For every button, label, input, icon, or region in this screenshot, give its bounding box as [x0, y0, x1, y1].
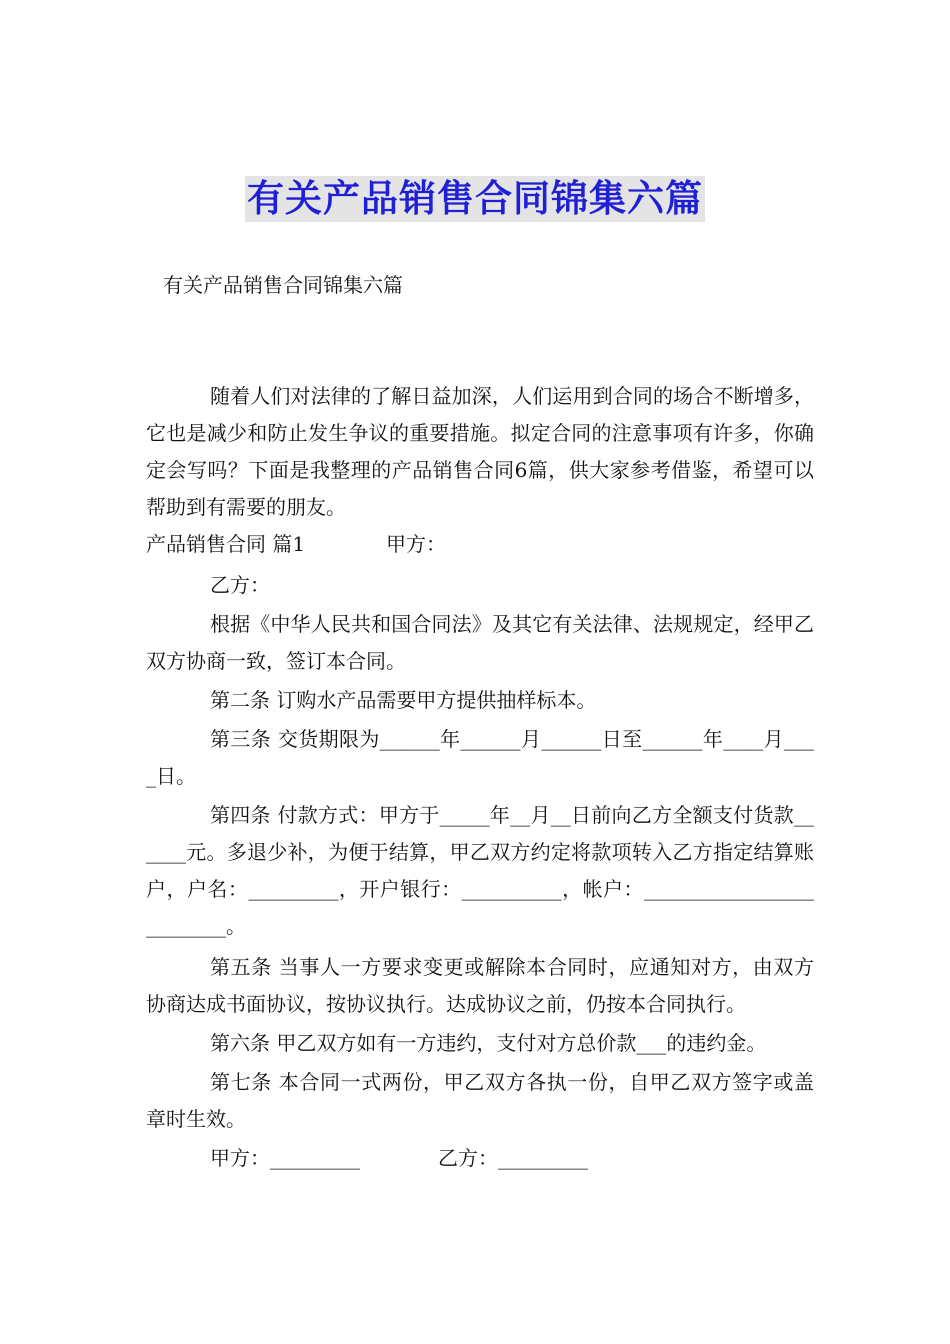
signature-party-b: 乙方：_________: [438, 1146, 588, 1170]
clause-2: 第二条 订购水产品需要甲方提供抽样标本。: [210, 688, 597, 712]
clause-3: 第三条 交货期限为______年______月______日至______年____月____日。: [146, 727, 814, 788]
clause-7: 第七条 本合同一式两份，甲乙双方各执一份，自甲乙双方签字或盖章时生效。: [146, 1070, 814, 1131]
section-heading-line: [146, 526, 814, 563]
clause-preamble: 根据《中华人民共和国合同法》及其它有关法律、法规规定，经甲乙双方协商一致，签订本合同。: [146, 612, 814, 673]
clause-5: 第五条 当事人一方要求变更或解除本合同时，应通知对方，由双方协商达成书面协议，按协议执行。达成协议之前，仍按本合同执行。: [146, 955, 814, 1016]
document-title: 有关产品销售合同锦集六篇: [247, 177, 703, 220]
document-subtitle: 有关产品销售合同锦集六篇: [163, 273, 403, 297]
signature-party-a: 甲方：_________: [210, 1146, 360, 1170]
title-container: [0, 176, 950, 222]
section-heading: 产品销售合同 篇1: [146, 532, 306, 556]
intro-paragraph: 随着人们对法律的了解日益加深，人们运用到合同的场合不断增多，它也是减少和防止发生争议的重要措施。拟定合同的注意事项有许多，你确定会写吗？下面是我整理的产品销售合同6篇，供大家参考借鉴，希望可以帮助到有需要的朋友。: [146, 384, 814, 519]
clause-6: 第六条 甲乙双方如有一方违约，支付对方总价款___的违约金。: [210, 1031, 767, 1055]
document-body: [146, 378, 814, 1177]
signature-line: [146, 1140, 814, 1177]
clause-4: 第四条 付款方式：甲方于_____年__月__日前向乙方全额支付货款______元。多退少补，为便于结算，甲乙双方约定将款项转入乙方指定结算账户，户名：_________，开户银行：__________，帐户：_________________________。: [146, 803, 814, 938]
party-a-label: 甲方：: [386, 532, 446, 556]
party-b-label: 乙方：: [210, 573, 270, 597]
